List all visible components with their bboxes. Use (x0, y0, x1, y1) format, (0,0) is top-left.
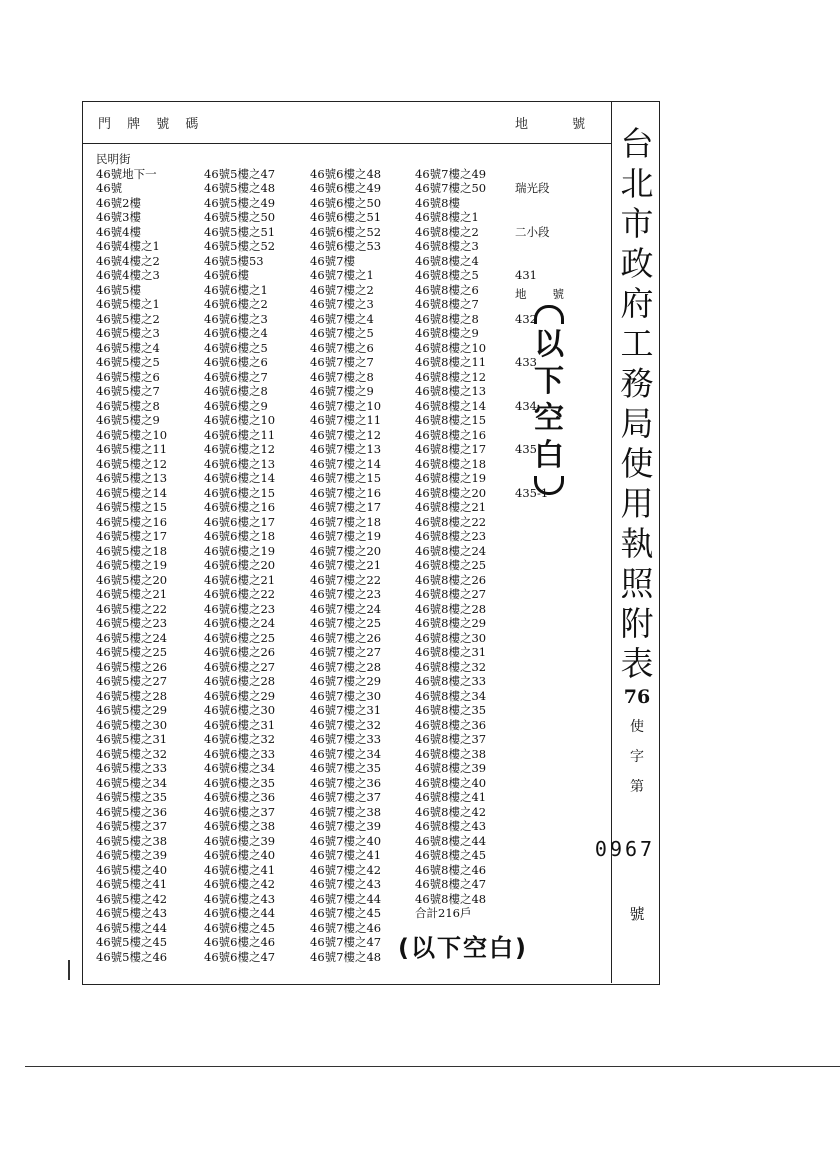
district-line: 435 (515, 442, 537, 456)
address-entry: 46號6樓之1 (204, 282, 268, 297)
address-entry: 46號6樓之39 (204, 833, 276, 848)
address-entry: 46號8樓之7 (415, 297, 479, 311)
address-entry: 46號6樓之28 (204, 674, 276, 688)
address-entry: 46號5樓之10 (96, 427, 168, 442)
address-entry: 46號7樓之43 (310, 877, 382, 891)
address-column-4 (415, 152, 486, 921)
address-entry: 46號6樓之11 (204, 427, 276, 442)
district-line: 433 (515, 355, 537, 369)
address-entry: 46號5樓之14 (96, 485, 168, 500)
stamp-char: 下 (534, 364, 564, 399)
address-entry: 46號7樓之46 (310, 920, 382, 935)
stamp-char: 空 (534, 401, 564, 436)
address-entry: 46號6樓之45 (204, 920, 276, 935)
address-entry: 46號7樓之28 (310, 659, 382, 674)
address-entry: 46號6樓之8 (204, 384, 268, 398)
address-entry: 46號5樓之12 (96, 456, 168, 471)
address-entry: 46號8樓之28 (415, 601, 487, 616)
permit-type (614, 712, 660, 802)
address-entry: 46號7樓 (310, 253, 355, 268)
address-entry: 46號8樓之6 (415, 282, 479, 297)
address-entry: 46號8樓之48 (415, 891, 487, 906)
address-entry: 46號5樓之50 (204, 210, 276, 224)
title-char: 工 (620, 324, 654, 363)
address-entry: 46號 (96, 181, 123, 195)
address-entry: 46號4樓之3 (96, 268, 160, 282)
address-entry: 46號5樓之5 (96, 355, 160, 369)
stamp-char: 以 (534, 327, 564, 362)
address-entry: 46號7樓之35 (310, 761, 382, 775)
address-entry: 46號6樓之44 (204, 906, 276, 920)
address-entry: 46號8樓之1 (415, 210, 479, 224)
address-column-1 (96, 152, 167, 964)
address-column-2 (204, 152, 275, 964)
address-entry: 46號8樓之41 (415, 790, 487, 804)
address-entry: 46號5樓之44 (96, 920, 168, 935)
address-entry: 46號7樓之36 (310, 775, 382, 790)
address-entry: 46號5樓53 (204, 253, 264, 268)
address-entry: 46號2樓 (96, 195, 141, 210)
address-entry: 46號7樓之19 (310, 529, 382, 543)
address-entry: 46號8樓之47 (415, 877, 487, 891)
address-entry: 46號8樓之14 (415, 398, 487, 413)
address-entry: 46號6樓之14 (204, 471, 276, 485)
header-divider (82, 143, 612, 144)
address-entry: 46號7樓之7 (310, 355, 374, 369)
address-entry: 46號8樓之10 (415, 340, 487, 355)
title-char: 使 (620, 444, 654, 483)
address-entry: 46號8樓之33 (415, 674, 487, 688)
address-entry: 46號8樓之2 (415, 224, 479, 239)
address-entry: 46號5樓之26 (96, 659, 168, 674)
address-entry: 46號5樓之48 (204, 181, 276, 195)
address-entry: 46號5樓之51 (204, 224, 276, 239)
address-entry: 46號7樓之8 (310, 369, 374, 384)
address-entry: 46號5樓之16 (96, 514, 168, 529)
title-char: 市 (620, 204, 654, 243)
address-entry: 46號8樓之26 (415, 572, 487, 587)
address-entry: 46號5樓之27 (96, 674, 168, 688)
address-entry: 46號7樓之37 (310, 790, 382, 804)
address-entry: 46號6樓之46 (204, 935, 276, 949)
address-entry: 46號5樓之7 (96, 384, 160, 398)
address-entry: 46號5樓之17 (96, 529, 168, 543)
address-entry: 46號8樓之44 (415, 833, 487, 848)
address-entry: 46號6樓之47 (204, 949, 276, 964)
address-entry: 46號6樓之26 (204, 645, 276, 659)
address-entry: 46號8樓之40 (415, 775, 487, 790)
address-column-3 (310, 152, 381, 964)
address-entry: 46號5樓之35 (96, 790, 168, 804)
address-entry: 民明街 (96, 152, 131, 166)
title-char: 執 (620, 524, 654, 563)
address-entry: 46號6樓之25 (204, 630, 276, 645)
paren-top (534, 305, 564, 324)
address-entry: 46號7樓之5 (310, 326, 374, 340)
address-entry: 46號6樓之18 (204, 529, 276, 543)
address-entry: 46號6樓之49 (310, 181, 382, 195)
address-entry: 46號8樓之19 (415, 471, 487, 485)
address-entry: 46號4樓之1 (96, 239, 160, 253)
title-char: 照 (620, 564, 654, 603)
address-entry: 46號6樓之31 (204, 717, 276, 732)
address-entry: 46號5樓之29 (96, 703, 168, 717)
address-entry: 46號6樓之10 (204, 413, 276, 427)
address-entry: 46號5樓之49 (204, 195, 276, 210)
permit-char: 使 (630, 719, 644, 735)
address-entry: 46號8樓之16 (415, 427, 487, 442)
address-entry: 46號6樓之52 (310, 224, 382, 239)
address-entry: 46號8樓之21 (415, 500, 487, 514)
address-entry: 46號5樓之39 (96, 848, 168, 862)
address-entry: 46號7樓之9 (310, 384, 374, 398)
address-entry: 46號5樓之32 (96, 746, 168, 761)
address-entry: 46號6樓之40 (204, 848, 276, 862)
address-entry: 46號6樓之20 (204, 558, 276, 572)
address-entry: 46號7樓之17 (310, 500, 382, 514)
address-entry: 46號5樓之19 (96, 558, 168, 572)
address-entry: 46號3樓 (96, 210, 141, 224)
address-entry: 46號7樓之15 (310, 471, 382, 485)
address-entry: 46號5樓之22 (96, 601, 168, 616)
address-entry: 46號5樓之4 (96, 340, 160, 355)
permit-number: 0967 (594, 837, 656, 861)
stamp-char: 白 (534, 438, 564, 473)
address-entry: 46號7樓之44 (310, 891, 382, 906)
title-char: 府 (620, 284, 654, 323)
address-entry: 46號6樓之48 (310, 166, 382, 181)
address-entry: 46號5樓之31 (96, 732, 168, 746)
address-entry: 46號6樓之19 (204, 543, 276, 558)
address-entry: 46號5樓之30 (96, 717, 168, 732)
address-entry: 46號8樓之32 (415, 659, 487, 674)
address-entry: 46號6樓 (204, 268, 249, 282)
permit-suffix: 號 (629, 905, 645, 923)
address-entry: 46號5樓之38 (96, 833, 168, 848)
address-entry: 46號7樓之38 (310, 804, 382, 819)
address-entry: 46號4樓之2 (96, 253, 160, 268)
address-entry: 46號6樓之38 (204, 819, 276, 833)
permit-year: 76 (623, 686, 651, 708)
address-entry: 46號8樓之27 (415, 587, 487, 601)
permit-char: 字 (630, 749, 644, 765)
address-entry: 46號6樓之35 (204, 775, 276, 790)
address-entry: 46號7樓之45 (310, 906, 382, 920)
address-entry: 46號8樓之45 (415, 848, 487, 862)
address-entry: 46號6樓之33 (204, 746, 276, 761)
address-entry: 46號8樓之3 (415, 239, 479, 253)
address-entry: 46號7樓之23 (310, 587, 382, 601)
address-entry: 46號6樓之3 (204, 311, 268, 326)
address-entry: 46號6樓之51 (310, 210, 382, 224)
address-entry: 46號7樓之16 (310, 485, 382, 500)
address-entry: 46號5樓之20 (96, 572, 168, 587)
address-entry: 46號8樓之11 (415, 355, 487, 369)
address-entry: 46號5樓之28 (96, 688, 168, 703)
address-entry: 46號5樓之52 (204, 239, 276, 253)
address-entry: 46號7樓之40 (310, 833, 382, 848)
address-entry: 46號5樓之23 (96, 616, 168, 630)
address-entry: 46號7樓之4 (310, 311, 374, 326)
address-entry: 46號5樓之18 (96, 543, 168, 558)
address-entry: 46號7樓之26 (310, 630, 382, 645)
address-entry: 46號6樓之32 (204, 732, 276, 746)
title-char: 附 (620, 604, 654, 643)
address-entry: 46號6樓之24 (204, 616, 276, 630)
address-entry: 46號8樓之34 (415, 688, 487, 703)
address-entry: 46號7樓之1 (310, 268, 374, 282)
address-entry: 46號6樓之50 (310, 195, 382, 210)
address-entry: 46號5樓之24 (96, 630, 168, 645)
address-entry: 46號7樓之50 (415, 181, 487, 195)
district-footer: 地號 (515, 287, 590, 301)
title-char: 局 (620, 404, 654, 443)
address-entry: 46號8樓之4 (415, 253, 479, 268)
blank-below-stamp-vertical (532, 305, 566, 495)
address-entry: 46號5樓之43 (96, 906, 168, 920)
address-entry: 46號6樓之36 (204, 790, 276, 804)
address-entry: 46號6樓之17 (204, 514, 276, 529)
address-entry: 46號6樓之2 (204, 297, 268, 311)
address-entry: 46號7樓之33 (310, 732, 382, 746)
address-entry: 46號6樓之23 (204, 601, 276, 616)
address-entry: 46號7樓之29 (310, 674, 382, 688)
address-entry: 46號5樓之11 (96, 442, 168, 456)
address-entry: 46號6樓之29 (204, 688, 276, 703)
address-entry: 46號8樓之31 (415, 645, 487, 659)
address-entry: 46號7樓之21 (310, 558, 382, 572)
address-entry: 46號8樓之46 (415, 862, 487, 877)
page-bottom-rule (25, 1066, 840, 1067)
address-entry: 46號5樓之8 (96, 398, 160, 413)
address-entry: 46號8樓之24 (415, 543, 487, 558)
address-entry: 46號8樓之22 (415, 514, 487, 529)
address-entry: 46號8樓之38 (415, 746, 487, 761)
address-entry: 46號8樓 (415, 195, 460, 210)
address-entry: 46號5樓之6 (96, 369, 160, 384)
address-entry: 46號地下一 (96, 166, 157, 181)
address-entry: 46號5樓 (96, 282, 141, 297)
address-entry: 46號7樓之49 (415, 166, 487, 181)
address-entry: 46號7樓之24 (310, 601, 382, 616)
address-entry: 46號7樓之3 (310, 297, 374, 311)
title-char: 務 (620, 364, 654, 403)
district-line: 434 (515, 398, 537, 413)
address-entry: 46號8樓之30 (415, 630, 487, 645)
address-entry: 46號6樓之13 (204, 456, 276, 471)
address-entry: 46號4樓 (96, 224, 141, 239)
margin-mark (68, 960, 70, 980)
title-char: 北 (620, 164, 654, 203)
address-entry: 46號6樓之41 (204, 862, 276, 877)
address-entry: 46號5樓之36 (96, 804, 168, 819)
district-line: 431 (515, 268, 537, 282)
address-entry: 46號6樓之15 (204, 485, 276, 500)
district-line: 二小段 (515, 224, 550, 239)
address-entry: 46號7樓之14 (310, 456, 382, 471)
address-entry: 46號6樓之16 (204, 500, 276, 514)
address-entry: 46號5樓之13 (96, 471, 168, 485)
address-entry: 46號6樓之9 (204, 398, 268, 413)
address-entry: 46號7樓之41 (310, 848, 382, 862)
address-entry: 46號6樓之27 (204, 659, 276, 674)
address-entry: 46號6樓之12 (204, 442, 276, 456)
address-entry: 46號7樓之25 (310, 616, 382, 630)
address-entry: 46號8樓之5 (415, 268, 479, 282)
address-entry: 46號6樓之5 (204, 340, 268, 355)
address-entry: 46號7樓之30 (310, 688, 382, 703)
address-entry: 46號8樓之29 (415, 616, 487, 630)
address-entry: 46號6樓之43 (204, 891, 276, 906)
address-entry: 46號7樓之48 (310, 949, 382, 964)
address-entry: 46號7樓之42 (310, 862, 382, 877)
address-entry: 46號5樓之42 (96, 891, 168, 906)
title-char: 政 (620, 244, 654, 283)
address-entry (415, 152, 486, 167)
address-entry: 46號6樓之53 (310, 239, 382, 253)
address-entry: 46號5樓之33 (96, 761, 168, 775)
address-entry: 46號5樓之21 (96, 587, 168, 601)
address-entry: 46號5樓之47 (204, 166, 276, 181)
address-entry: 46號7樓之20 (310, 543, 382, 558)
address-entry: 46號7樓之2 (310, 282, 374, 297)
address-entry: 46號7樓之39 (310, 819, 382, 833)
address-entry: 46號8樓之37 (415, 732, 487, 746)
address-entry: 46號7樓之47 (310, 935, 382, 949)
address-entry: 46號6樓之30 (204, 703, 276, 717)
address-entry: 46號8樓之39 (415, 761, 487, 775)
address-entry: 46號6樓之7 (204, 369, 268, 384)
address-entry: 46號5樓之3 (96, 326, 160, 340)
address-entry (204, 152, 275, 167)
address-entry: 46號5樓之41 (96, 877, 168, 891)
address-entry: 46號6樓之42 (204, 877, 276, 891)
address-entry: 46號7樓之31 (310, 703, 382, 717)
lot-number-header: 地 號 (515, 117, 606, 132)
address-entry: 46號8樓之18 (415, 456, 487, 471)
address-entry: 46號7樓之32 (310, 717, 382, 732)
permit-char: 第 (630, 779, 644, 795)
address-entry: 46號7樓之11 (310, 413, 382, 427)
address-entry: 46號8樓之36 (415, 717, 487, 732)
address-entry: 46號8樓之15 (415, 413, 487, 427)
address-entry: 46號8樓之42 (415, 804, 487, 819)
address-entry: 46號5樓之25 (96, 645, 168, 659)
address-entry: 46號5樓之9 (96, 413, 160, 427)
address-entry: 46號6樓之34 (204, 761, 276, 775)
address-entry: 46號8樓之12 (415, 369, 487, 384)
address-entry: 46號7樓之6 (310, 340, 374, 355)
title-char: 用 (620, 484, 654, 523)
district-line: 435-1 (515, 485, 549, 500)
address-entry: 46號7樓之22 (310, 572, 382, 587)
address-entry: 46號6樓之6 (204, 355, 268, 369)
address-entry: 46號7樓之34 (310, 746, 382, 761)
address-entry: 合計216戶 (415, 906, 472, 920)
address-entry: 46號6樓之4 (204, 326, 268, 340)
address-entry: 46號8樓之20 (415, 485, 487, 500)
address-entry: 46號7樓之18 (310, 514, 382, 529)
address-entry: 46號8樓之9 (415, 326, 479, 340)
address-entry: 46號6樓之37 (204, 804, 276, 819)
address-entry (310, 152, 381, 167)
address-entry: 46號8樓之25 (415, 558, 487, 572)
paren-bottom (534, 476, 564, 495)
address-entry: 46號5樓之15 (96, 500, 168, 514)
address-entry: 46號7樓之12 (310, 427, 382, 442)
address-entry: 46號5樓之45 (96, 935, 168, 949)
address-entry: 46號8樓之17 (415, 442, 487, 456)
address-entry: 46號5樓之1 (96, 297, 160, 311)
blank-below-stamp-horizontal: (以下空白) (398, 934, 528, 962)
door-number-header: 門 牌 號 碼 (98, 117, 205, 132)
address-entry: 46號8樓之43 (415, 819, 487, 833)
address-entry: 46號5樓之2 (96, 311, 160, 326)
title-char: 表 (620, 644, 654, 683)
address-entry: 46號8樓之8 (415, 311, 479, 326)
district-line: 瑞光段 (515, 181, 550, 195)
address-entry: 46號5樓之37 (96, 819, 168, 833)
address-entry: 46號8樓之13 (415, 384, 487, 398)
district-line: 432 (515, 311, 537, 326)
address-entry: 46號7樓之10 (310, 398, 382, 413)
title-char: 台 (620, 124, 654, 163)
address-entry: 46號5樓之40 (96, 862, 168, 877)
address-entry: 46號8樓之35 (415, 703, 487, 717)
address-entry: 46號6樓之22 (204, 587, 276, 601)
address-entry: 46號6樓之21 (204, 572, 276, 587)
address-entry: 46號8樓之23 (415, 529, 487, 543)
document-title (614, 124, 660, 684)
address-entry: 46號5樓之46 (96, 949, 168, 964)
address-entry: 46號7樓之13 (310, 442, 382, 456)
address-entry: 46號7樓之27 (310, 645, 382, 659)
address-entry: 46號5樓之34 (96, 775, 168, 790)
